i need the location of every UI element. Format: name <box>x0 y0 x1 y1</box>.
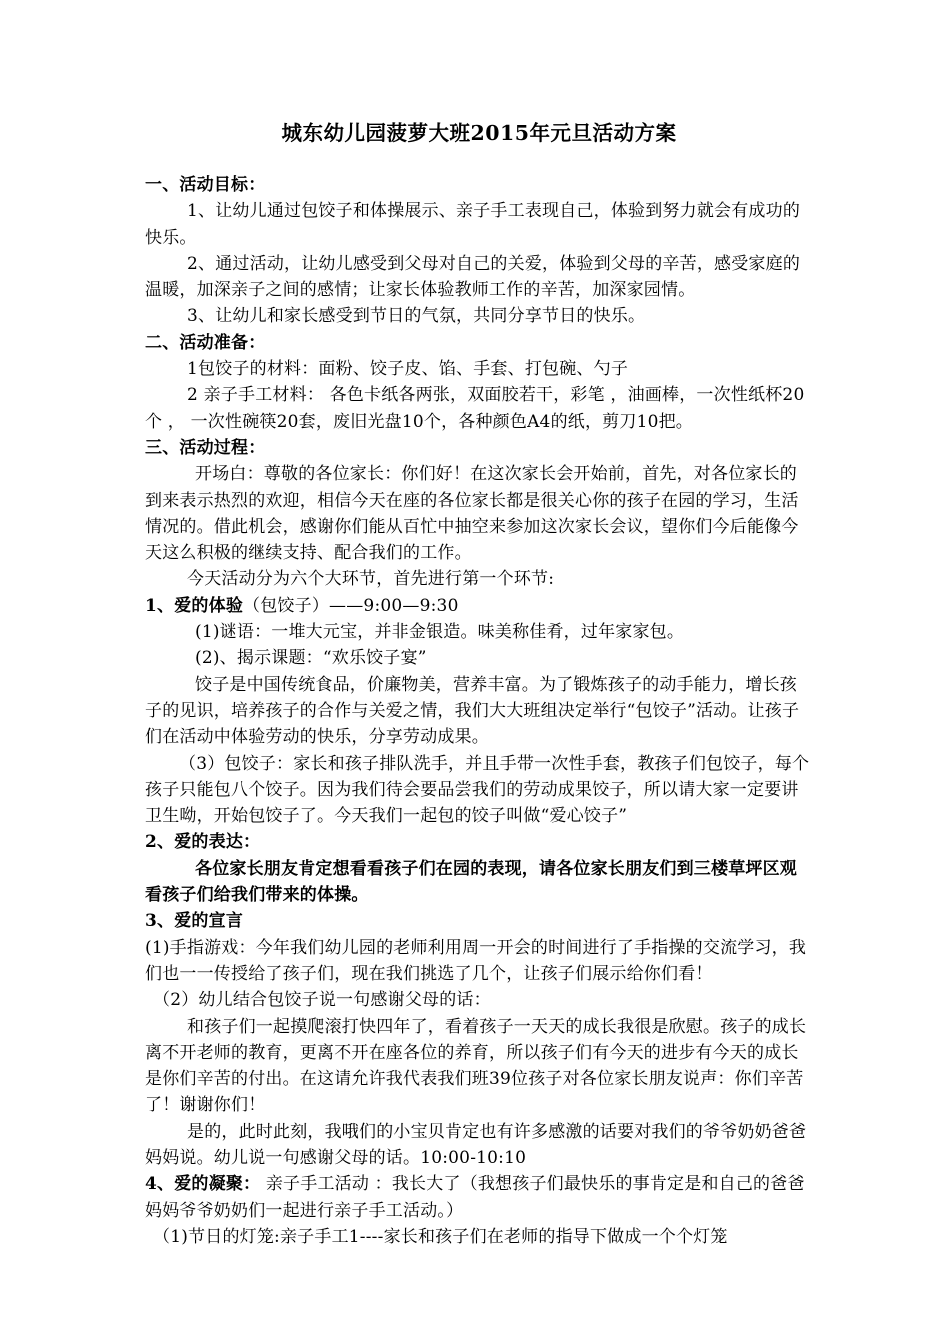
part1-making: （3）包饺子：家长和孩子排队洗手，并且手带一次性手套，教孩子们包饺子，每个孩子只能包八个饺子。因为我们待会要品尝我们的劳动成果饺子，所以请大家一定要讲卫生呦，开始包饺子了。今天我们一起包的饺子叫做“爱心饺子” <box>145 753 810 827</box>
part2-text: 各位家长朋友肯定想看看孩子们在园的表现，请各位家长朋友们到三楼草坪区观看孩子们给我们带来的体操。 <box>145 858 797 906</box>
part4-heading <box>145 1171 813 1224</box>
document-title: 城东幼儿园菠萝大班2015年元旦活动方案 <box>281 121 677 145</box>
section-heading-process: 三、活动过程： <box>145 437 266 458</box>
prep-item-1: 1包饺子的材料：面粉、饺子皮、馅、手套、打包碗、勺子 <box>187 359 629 380</box>
document-body <box>145 118 813 1250</box>
part1-riddle: (1)谜语：一堆大元宝，并非金银造。味美称佳肴，过年家家包。 <box>195 622 685 643</box>
section-heading-goals: 一、活动目标： <box>145 175 266 195</box>
goal-3: 3、让幼儿和家长感受到节日的气氛，共同分享节日的快乐。 <box>187 306 646 327</box>
part1-topic: (2)、揭示课题：“欢乐饺子宴” <box>195 648 427 669</box>
part3-thanks-text: 和孩子们一起摸爬滚打快四年了，看着孩子一天天的成长我很是欣慰。孩子的成长离不开老师的教育，更离不开在座各位的养育，所以孩子们有今天的进步有今天的成长是你们辛苦的付出。在这请允许我代表我们班39位孩子对各位家长朋友说声：你们辛苦了！谢谢你们！ <box>145 1016 807 1116</box>
goal-1: 1、让幼儿通过包饺子和体操展示、亲子手工表现自己，体验到努力就会有成功的快乐。 <box>145 201 801 248</box>
part4-heading-title: 4、爱的凝聚： <box>145 1174 261 1195</box>
process-intro: 今天活动分为六个大环节，首先进行第一个环节: <box>187 569 555 590</box>
part1-description: 饺子是中国传统食品，价廉物美，营养丰富。为了锻炼孩子的动手能力，增长孩子的见识，培养孩子的合作与关爱之情，我们大大班组决定举行“包饺子”活动。让孩子们在活动中体验劳动的快乐，分享劳动成果。 <box>145 674 800 748</box>
part1-heading-title: 1、爱的体验 <box>145 595 244 616</box>
opening-speech: 开场白：尊敬的各位家长：你们好！在这次家长会开始前，首先，对各位家长的到来表示热烈的欢迎，相信今天在座的各位家长都是很关心你的孩子在园的学习，生活情况的。借此机会，感谢你们能从百忙中抽空来参加这次家长会议，望你们今后能像今天这么积极的继续支持、配合我们的工作。 <box>145 464 799 564</box>
goal-2: 2、通过活动，让幼儿感受到父母对自己的关爱，体验到父母的辛苦，感受家庭的温暖，加深亲子之间的感情；让家长体验教师工作的辛苦，加深家园情。 <box>145 253 801 301</box>
part3-thanks-title: （2）幼儿结合包饺子说一句感谢父母的话： <box>153 990 491 1011</box>
part4-lantern: （1)节日的灯笼:亲子手工1----家长和孩子们在老师的指导下做成一个个灯笼 <box>153 1226 728 1247</box>
prep-item-2: 2 亲子手工材料： 各色卡纸各两张，双面胶若干，彩笔 ，油画棒，一次性纸杯20个 ， 一次性碗筷20套，废旧光盘10个，各种颜色A4的纸，剪刀10把。 <box>145 385 805 432</box>
part3-heading: 3、爱的宣言 <box>145 911 244 932</box>
part1-heading <box>145 593 813 619</box>
part3-finger-game: (1)手指游戏：今年我们幼儿园的老师利用周一开会的时间进行了手指操的交流学习，我们也一一传授给了孩子们，现在我们挑选了几个，让孩子们展示给你们看！ <box>145 937 807 984</box>
part2-heading: 2、爱的表达： <box>145 832 261 853</box>
part3-closing: 是的，此时此刻，我哦们的小宝贝肯定也有许多感激的话要对我们的爷爷奶奶爸爸妈妈说。幼儿说一句感谢父母的话。10:00-10:10 <box>145 1121 807 1168</box>
part1-heading-time: （包饺子）——9:00—9:30 <box>243 595 459 616</box>
section-heading-preparation: 二、活动准备： <box>145 332 266 353</box>
part4-heading-text: 亲子手工活动 ：我长大了（我想孩子们最快乐的事肯定是和自己的爸爸妈妈爷爷奶奶们一起进行亲子手工活动。） <box>145 1174 805 1221</box>
